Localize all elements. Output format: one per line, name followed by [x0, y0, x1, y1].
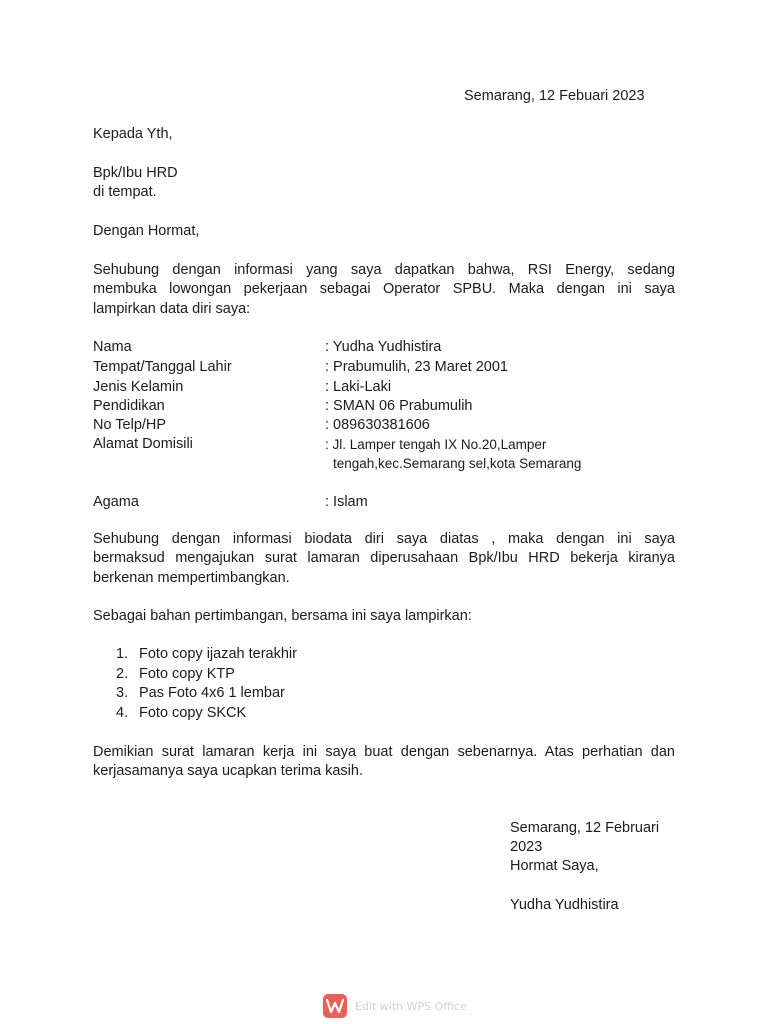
signature-place-date: Semarang, 12 Februari: [510, 820, 660, 836]
data-value-jenis-kelamin: : Laki-Laki: [325, 379, 392, 395]
data-label-pendidikan: Pendidikan: [93, 398, 165, 414]
data-value-nama: : Yudha Yudhistira: [325, 339, 442, 355]
paragraph-closing-line: kerjasamanya saya ucapkan terima kasih.: [93, 763, 363, 780]
signature-name: Yudha Yudhistira: [510, 897, 619, 913]
attachment-item: Pas Foto 4x6 1 lembar: [139, 685, 285, 701]
attachment-item: Foto copy ijazah terakhir: [139, 646, 297, 662]
data-value-agama: : Islam: [325, 494, 368, 510]
greeting: Dengan Hormat,: [93, 223, 200, 239]
paragraph-purpose-line: bermaksud mengajukan surat lamaran diperusahaan Bpk/Ibu HRD bekerja kiranya: [93, 550, 675, 567]
paragraph-purpose-line: Sehubung dengan informasi biodata diri saya diatas , maka dengan ini saya: [93, 531, 675, 547]
recipient-line-2: di tempat.: [93, 184, 157, 200]
attachment-number: 4.: [116, 705, 129, 721]
data-label-alamat: Alamat Domisili: [93, 436, 193, 452]
data-value-alamat-cont: tengah,kec.Semarang sel,kota Semarang: [333, 456, 582, 471]
wps-logo-icon: [323, 994, 347, 1018]
recipient-salutation: Kepada Yth,: [93, 126, 173, 142]
paragraph-closing: [93, 743, 675, 782]
data-value-alamat: : Jl. Lamper tengah IX No.20,Lamper: [325, 437, 547, 452]
data-label-nama: Nama: [93, 339, 132, 355]
paragraph-intro-line: Sehubung dengan informasi yang saya dapatkan bahwa, RSI Energy, sedang: [93, 262, 675, 278]
signature-year: 2023: [510, 839, 543, 855]
wps-watermark-text: Edit with WPS Office: [355, 999, 467, 1013]
header-place-date: Semarang, 12 Febuari 2023: [464, 88, 645, 104]
attachment-number: 2.: [116, 666, 129, 682]
wps-watermark[interactable]: [323, 994, 467, 1018]
attachment-number: 3.: [116, 685, 129, 701]
data-label-ttl: Tempat/Tanggal Lahir: [93, 359, 232, 375]
attachments-intro: Sebagai bahan pertimbangan, bersama ini saya lampirkan:: [93, 608, 472, 624]
data-value-telp: : 089630381606: [325, 417, 430, 433]
data-value-ttl: : Prabumulih, 23 Maret 2001: [325, 359, 508, 375]
signature-closing: Hormat Saya,: [510, 858, 599, 874]
attachment-item: Foto copy KTP: [139, 666, 235, 682]
data-label-jenis-kelamin: Jenis Kelamin: [93, 379, 184, 395]
paragraph-purpose: [93, 530, 675, 588]
paragraph-intro-line: membuka lowongan pekerjaan sebagai Operator SPBU. Maka dengan ini saya: [93, 281, 675, 298]
attachment-number: 1.: [116, 646, 129, 662]
paragraph-closing-line: Demikian surat lamaran kerja ini saya buat dengan sebenarnya. Atas perhatian dan: [93, 744, 675, 760]
data-label-agama: Agama: [93, 494, 139, 510]
paragraph-intro-line: lampirkan data diri saya:: [93, 300, 251, 317]
data-value-pendidikan: : SMAN 06 Prabumulih: [325, 398, 473, 414]
data-label-telp: No Telp/HP: [93, 417, 167, 433]
paragraph-intro: [93, 261, 675, 319]
attachment-item: Foto copy SKCK: [139, 705, 247, 721]
paragraph-purpose-line: berkenan mempertimbangkan.: [93, 569, 290, 586]
recipient-line-1: Bpk/Ibu HRD: [93, 165, 178, 181]
